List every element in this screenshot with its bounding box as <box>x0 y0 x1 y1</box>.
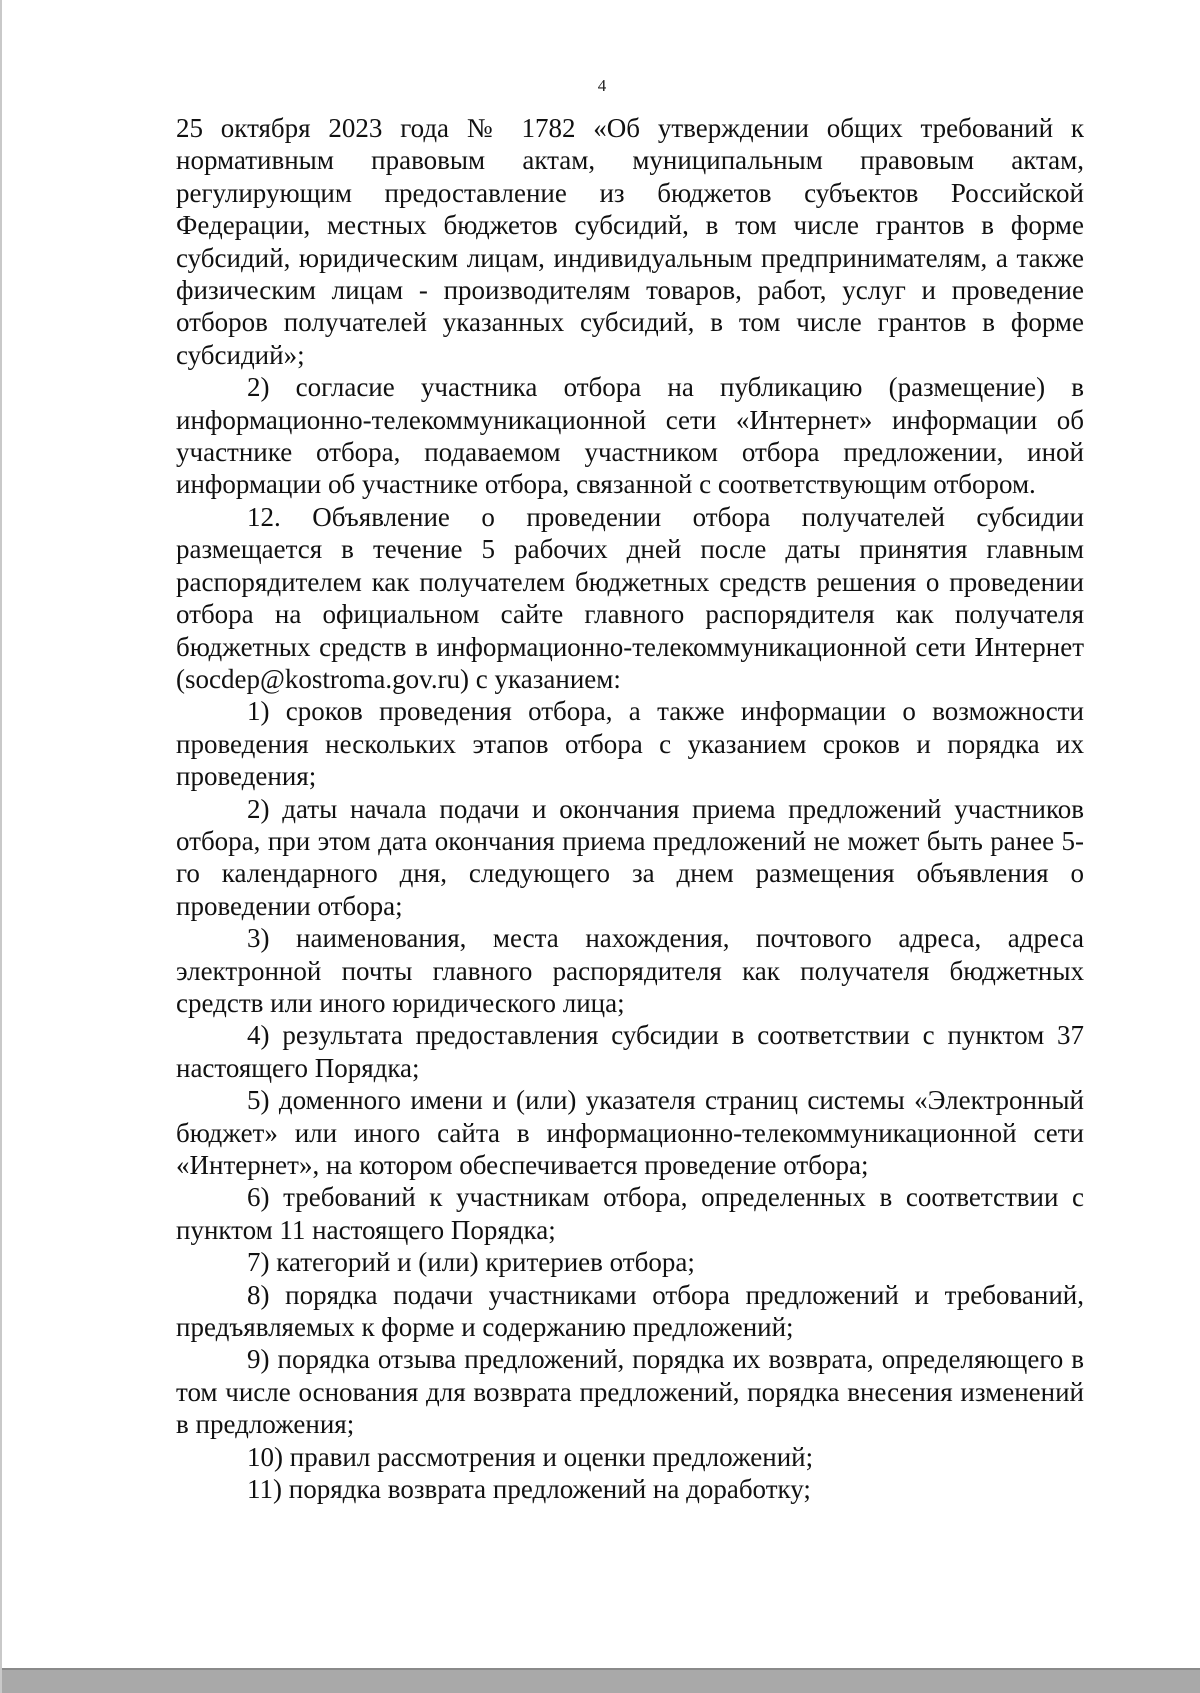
paragraph-item-6-requirements: 6) требований к участникам отбора, определенных в соответствии с пунктом 11 настоящего Порядка; <box>176 1182 1084 1245</box>
document-body <box>176 112 1084 1505</box>
paragraph-item-7-categories: 7) категорий и (или) критериев отбора; <box>247 1247 695 1278</box>
paragraph-item-10-rules: 10) правил рассмотрения и оценки предложений; <box>247 1441 814 1472</box>
paragraph-item-2-dates: 2) даты начала подачи и окончания приема предложений участников отбора, при этом дата окончания приема предложений не может быть ранее 5-го календарного дня, следующего за днем размещения объявления о проведении отбора; <box>176 793 1084 921</box>
paragraph-item-2-consent: 2) согласие участника отбора на публикацию (размещение) в информационно-телекоммуникационной сети «Интернет» информации об участнике отбора, подаваемом участником отбора предложении, иной информации об участнике отбора, связанной с соответствующим отбором. <box>176 372 1084 500</box>
paragraph-item-5-domain: 5) доменного имени и (или) указателя страниц системы «Электронный бюджет» или иного сайта в информационно-телекоммуникационной сети «Интернет», на котором обеспечивается проведение отбора; <box>176 1085 1084 1180</box>
paragraph-item-1-deadlines: 1) сроков проведения отбора, а также информации о возможности проведения нескольких этапов отбора с указанием сроков и порядка их проведения; <box>176 696 1084 792</box>
paragraph-item-9-withdrawal: 9) порядка отзыва предложений, порядка их возврата, определяющего в том числе основания для возврата предложений, порядка внесения изменений в предложения; <box>176 1344 1084 1440</box>
paragraph-decree-reference: 25 октября 2023 года № 1782 «Об утверждении общих требований к нормативным правовым актам, муниципальным правовым актам, регулирующим предоставление из бюджетов субъектов Российской Федерации, местных бюджетов субсидий, в том числе грантов в форме субсидий, юридическим лицам, индивидуальным предпринимателям, а также физическим лицам - производителям товаров, работ, услуг и проведение отборов получателей указанных субсидий, в том числе грантов в форме субсидий»; <box>176 113 1084 370</box>
paragraph-item-11-return: 11) порядка возврата предложений на доработку; <box>247 1474 811 1505</box>
paragraph-item-8-submission: 8) порядка подачи участниками отбора предложений и требований, предъявляемых к форме и содержанию предложений; <box>176 1279 1084 1343</box>
paragraph-item-3-names: 3) наименования, места нахождения, почтового адреса, адреса электронной почты главного распорядителя как получателя бюджетных средств или иного юридического лица; <box>176 923 1084 1018</box>
scan-bottom-edge <box>2 1668 1200 1693</box>
page-number: 4 <box>597 76 607 95</box>
paragraph-item-4-result: 4) результата предоставления субсидии в соответствии с пунктом 37 настоящего Порядка; <box>176 1020 1084 1083</box>
paragraph-12-announcement: 12. Объявление о проведении отбора получателей субсидии размещается в течение 5 рабочих дней после даты принятия главным распорядителем как получателем бюджетных средств решения о проведении отбора на официальном сайте главного распорядителя как получателя бюджетных средств в информационно-телекоммуникационной сети Интернет (socdep@kostroma.gov.ru) с указанием: <box>176 501 1084 694</box>
